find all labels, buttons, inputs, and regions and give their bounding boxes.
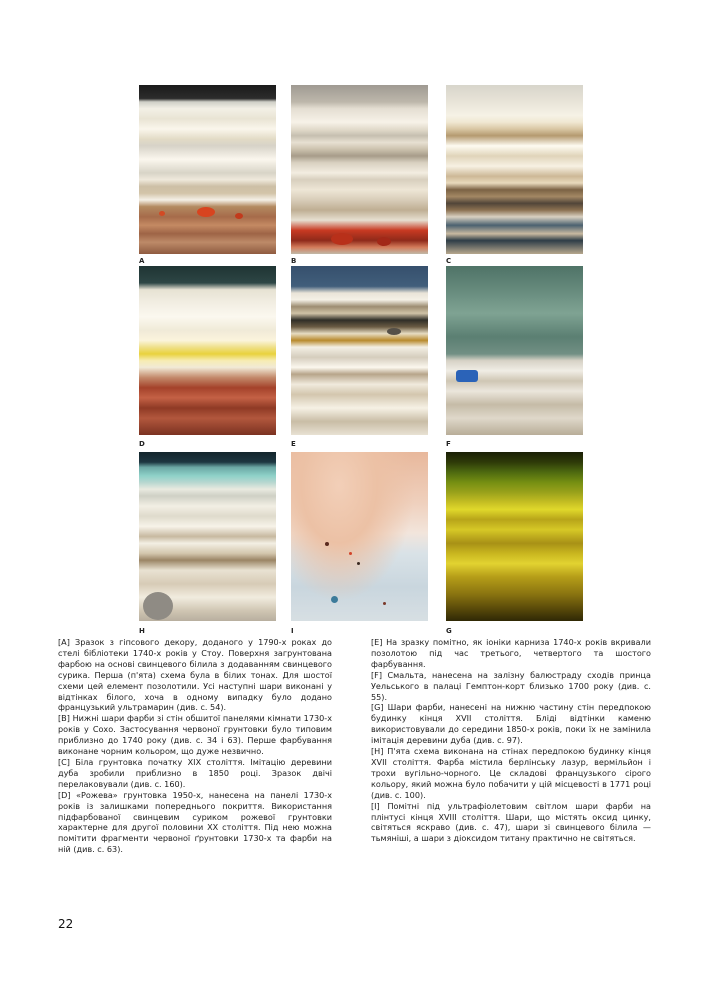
caption-e: [E] На зразку помітно, як іоніки карниза 1740-х років вкривали позолотою під час третього, четвертого та шостого фарбування. <box>371 637 651 669</box>
paint-sample-photo-i <box>291 452 428 621</box>
caption-g: [G] Шари фарби, нанесені на нижню частину стін передпокою будинку кінця XVII століття. Бліді відтінки каменю використовували до середини 1850-х років, поки їх не замінила імітація деревини дуба (див. с. 97). <box>371 702 651 746</box>
paint-sample-photo-g-uv <box>446 452 583 621</box>
paint-sample-photo-c <box>446 85 583 254</box>
paint-sample-photo-e <box>291 266 428 435</box>
plate-letter-c: C <box>446 257 452 265</box>
caption-d: [D] «Рожева» грунтовка 1950-х, нанесена на панелі 1730-х років із залишками попереднього покриття. Використання підфарбованої свинцевим суриком рожевої грунтовки характерне для другої половини XX століття. Під нею можна помітити фрагменти червоної ґрунтовки 1730-х та фарби на ній (див. с. 63). <box>58 789 332 855</box>
page-number: 22 <box>58 917 74 931</box>
paint-sample-photo-a <box>139 85 276 254</box>
captions-left-column <box>58 637 332 855</box>
paint-sample-photo-f <box>446 266 583 435</box>
plate-letter-e: E <box>291 440 296 448</box>
caption-c: [C] Біла грунтовка початку XIX століття. Імітацію деревини дуба зробили приблизно в 1850 році. Зразок двічі перелаковували (див. с. 160). <box>58 756 332 789</box>
plate-letter-i: I <box>291 627 294 635</box>
caption-i: [I] Помітні під ультрафіолетовим світлом шари фарби на плінтусі кінця XVIII століття. Шари, що містять оксид цинку, світяться яскраво (див. с. 47), шари зі свинцевого білила — тьмяніші, а шари з діоксидом титану практично не світяться. <box>371 800 651 844</box>
plate-letter-f: F <box>446 440 451 448</box>
caption-f: [F] Смальта, нанесена на залізну балюстраду сходів принца Уельського в палаці Гемптон-корт близько 1700 року (див. с. 55). <box>371 669 651 702</box>
plate-letter-d: D <box>139 440 145 448</box>
paint-sample-photo-b <box>291 85 428 254</box>
caption-a: [A] Зразок з гіпсового декору, доданого у 1790-х роках до стелі бібліотеки 1740-х років у Стоу. Поверхня загрунтована фарбою на основі свинцевого білила з додаванням свинцевого сурика. Перша (п'ята) схема була в білих тонах. Для шостої схеми цей елемент позолотили. Усі наступні шари виконані у відтінках білого, хоча в одному випадку було додано французький ультрамарин (див. с. 54). <box>58 637 332 713</box>
caption-b: [B] Нижні шари фарби зі стін обшитої панелями кімнати 1730-х років у Сохо. Застосування червоної грунтовки було типовим приблизно до 1740 року (див. с. 34 і 63). Перше фарбування виконане чорним кольором, що дуже незвично. <box>58 713 332 757</box>
paint-sample-photo-h <box>139 452 276 621</box>
captions-right-column <box>371 637 651 844</box>
plate-letter-a: A <box>139 257 145 265</box>
caption-h: [H] П'ята схема виконана на стінах передпокою будинку кінця XVII століття. Фарба містила берлінську лазур, вермільйон і трохи вугільно-чорного. Це складові французького сірого кольору, який можна було побачити у цій місцевості в 1771 році (див. с. 100). <box>371 746 651 800</box>
plate-letter-g: G <box>446 627 452 635</box>
plate-letter-h: H <box>139 627 145 635</box>
plate-letter-b: B <box>291 257 297 265</box>
paint-sample-photo-d <box>139 266 276 435</box>
